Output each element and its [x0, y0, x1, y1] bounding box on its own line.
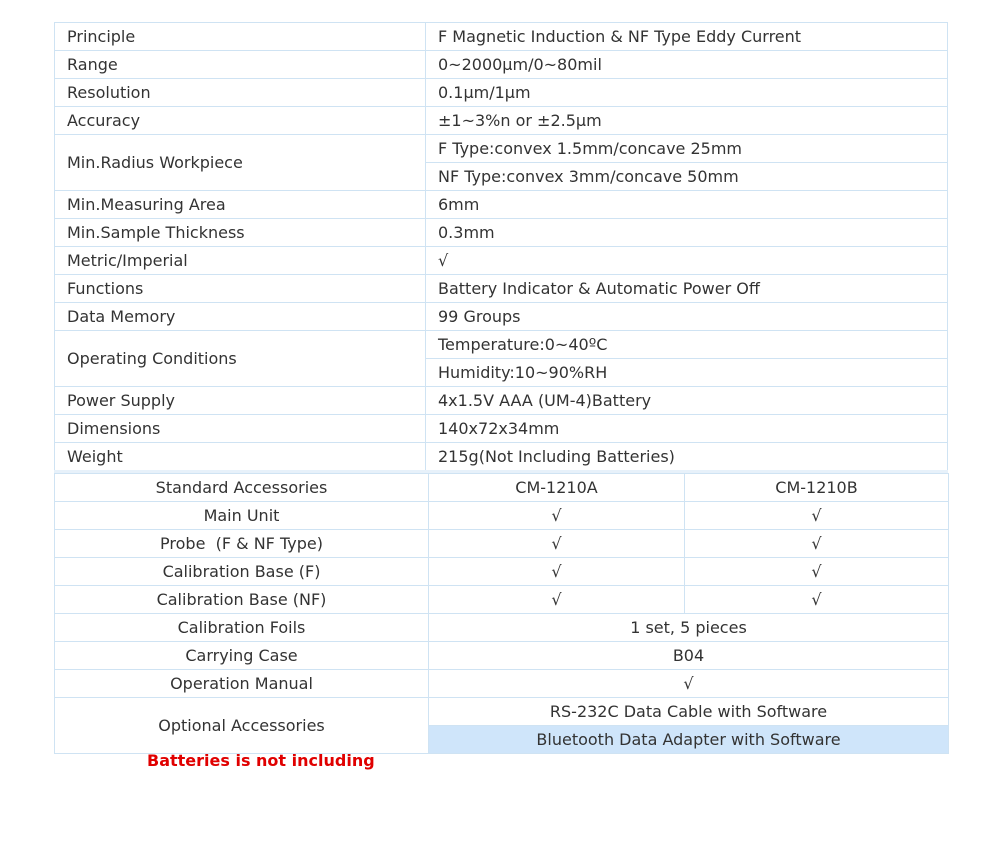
accessory-value: B04 [429, 642, 949, 670]
table-row [55, 275, 948, 303]
table-row [55, 698, 949, 726]
spec-value: ±1~3%n or ±2.5μm [426, 107, 948, 135]
check-mark: √ [685, 586, 949, 614]
model-header-b: CM-1210B [685, 474, 949, 502]
accessory-label: Optional Accessories [55, 698, 429, 754]
accessory-label: Operation Manual [55, 670, 429, 698]
spec-label: Dimensions [55, 415, 426, 443]
table-row [55, 79, 948, 107]
spec-value: 0~2000μm/0~80mil [426, 51, 948, 79]
accessories-header: Standard Accessories [55, 474, 429, 502]
check-mark: √ [429, 502, 685, 530]
check-mark: √ [429, 558, 685, 586]
spec-label: Power Supply [55, 387, 426, 415]
accessory-label: Probe (F & NF Type) [55, 530, 429, 558]
table-row [55, 558, 949, 586]
accessory-value: RS-232C Data Cable with Software [429, 698, 949, 726]
table-row [55, 614, 949, 642]
table-row [55, 586, 949, 614]
table-row [55, 107, 948, 135]
table-row [55, 474, 949, 502]
spec-sheet [54, 22, 948, 754]
spec-label: Range [55, 51, 426, 79]
accessory-label: Calibration Base (NF) [55, 586, 429, 614]
spec-value: 6mm [426, 191, 948, 219]
table-row [55, 191, 948, 219]
check-mark: √ [429, 586, 685, 614]
table-row [55, 670, 949, 698]
accessory-label: Main Unit [55, 502, 429, 530]
spec-label: Data Memory [55, 303, 426, 331]
spec-label: Principle [55, 23, 426, 51]
table-row [55, 415, 948, 443]
spec-label: Min.Sample Thickness [55, 219, 426, 247]
table-row [55, 331, 948, 359]
accessory-label: Calibration Foils [55, 614, 429, 642]
check-mark: √ [429, 530, 685, 558]
spec-label: Min.Radius Workpiece [55, 135, 426, 191]
accessory-label: Carrying Case [55, 642, 429, 670]
spec-value: √ [426, 247, 948, 275]
spec-value: F Magnetic Induction & NF Type Eddy Current [426, 23, 948, 51]
table-row [55, 23, 948, 51]
accessory-value: 1 set, 5 pieces [429, 614, 949, 642]
spec-value: NF Type:convex 3mm/concave 50mm [426, 163, 948, 191]
spec-label: Metric/Imperial [55, 247, 426, 275]
check-mark: √ [685, 558, 949, 586]
spec-label: Resolution [55, 79, 426, 107]
spec-value: Temperature:0~40ºC [426, 331, 948, 359]
table-row [55, 502, 949, 530]
table-row [55, 303, 948, 331]
spec-value: 0.3mm [426, 219, 948, 247]
spec-value: 4x1.5V AAA (UM-4)Battery [426, 387, 948, 415]
check-mark: √ [429, 670, 949, 698]
battery-note: Batteries is not including [147, 751, 375, 770]
accessory-value-highlighted: Bluetooth Data Adapter with Software [429, 726, 949, 754]
check-mark: √ [685, 502, 949, 530]
spec-label: Operating Conditions [55, 331, 426, 387]
specifications-table [54, 22, 948, 473]
table-row [55, 443, 948, 472]
accessories-table [54, 473, 949, 754]
spec-label: Weight [55, 443, 426, 472]
spec-value: Humidity:10~90%RH [426, 359, 948, 387]
accessory-label: Calibration Base (F) [55, 558, 429, 586]
spec-value: 215g(Not Including Batteries) [426, 443, 948, 472]
model-header-a: CM-1210A [429, 474, 685, 502]
table-row [55, 642, 949, 670]
table-row [55, 247, 948, 275]
spec-value: F Type:convex 1.5mm/concave 25mm [426, 135, 948, 163]
table-row [55, 219, 948, 247]
check-mark: √ [685, 530, 949, 558]
spec-value: 140x72x34mm [426, 415, 948, 443]
table-row [55, 530, 949, 558]
spec-label: Functions [55, 275, 426, 303]
table-row [55, 51, 948, 79]
table-row [55, 135, 948, 163]
spec-value: 99 Groups [426, 303, 948, 331]
spec-label: Accuracy [55, 107, 426, 135]
spec-value: 0.1μm/1μm [426, 79, 948, 107]
spec-label: Min.Measuring Area [55, 191, 426, 219]
table-row [55, 387, 948, 415]
spec-value: Battery Indicator & Automatic Power Off [426, 275, 948, 303]
